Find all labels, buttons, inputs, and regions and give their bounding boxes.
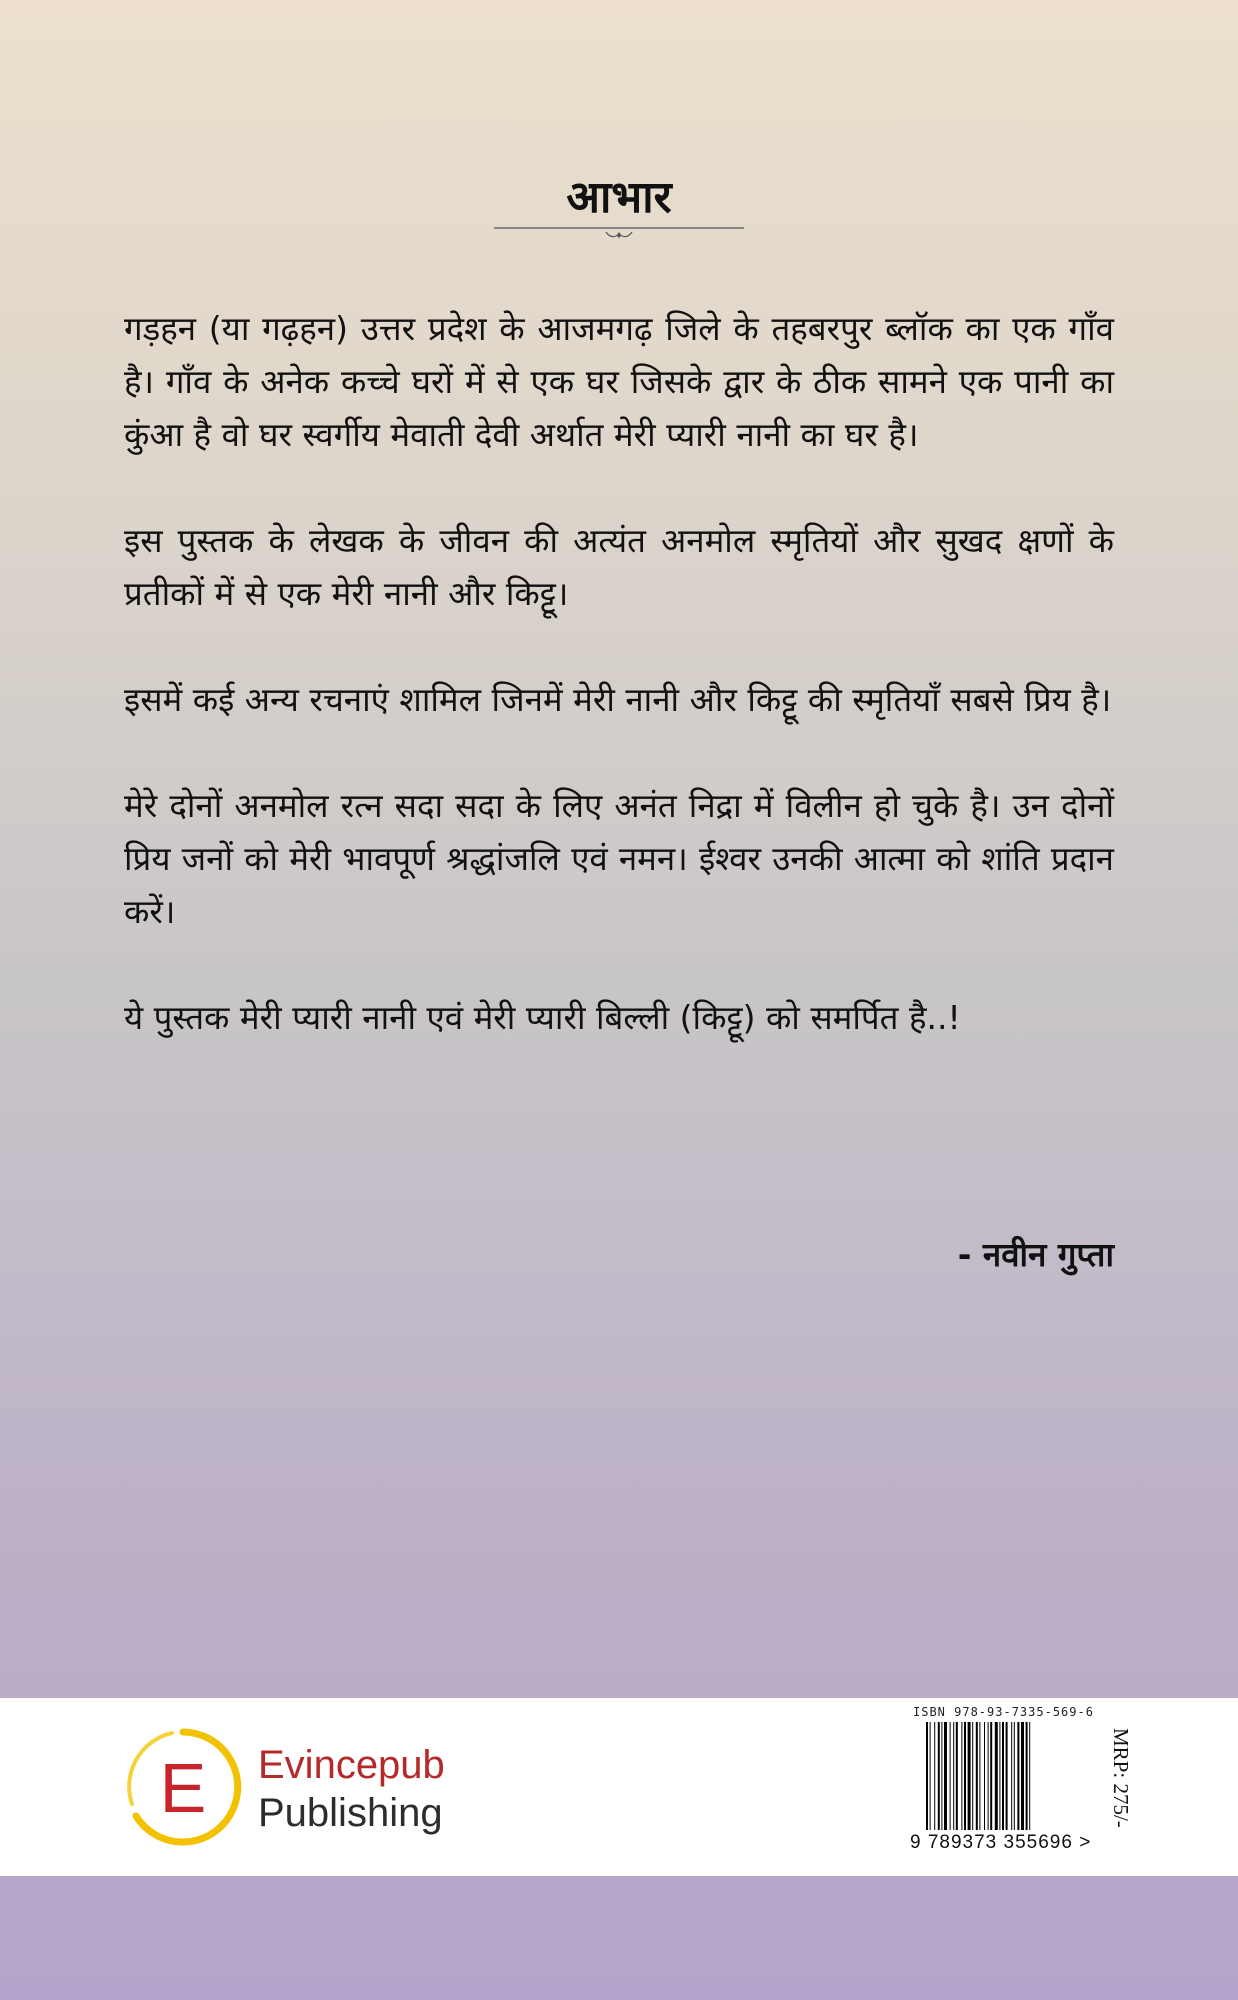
paragraph-memories: इस पुस्तक के लेखक के जीवन की अत्यंत अनमोल स्मृतियों और सुखद क्षणों के प्रतीकों में से एक मेरी नानी और किट्टू।: [124, 521, 1114, 613]
acknowledgement-text: [124, 302, 1114, 1097]
isbn-label: ISBN 978-93-7335-569-6: [913, 1705, 1094, 1719]
footer-band: [0, 1698, 1238, 1876]
logo-letter: E: [159, 1749, 207, 1827]
paragraph-village: गड़हन (या गढ़हन) उत्तर प्रदेश के आजमगढ़ जिले के तहबरपुर ब्लॉक का एक गाँव है। गाँव के अनेक कच्चे घरों में से एक घर जिसके द्वार के ठीक सामने एक पानी का कुंआ है वो घर स्वर्गीय मेवाती देवी अर्थात मेरी प्यारी नानी का घर है।: [124, 309, 1114, 454]
barcode: [926, 1722, 1096, 1830]
paragraph-compositions: इसमें कई अन्य रचनाएं शामिल जिनमें मेरी नानी और किट्टू की स्मृतियाँ सबसे प्रिय है।: [124, 680, 1112, 719]
author-signature: - नवीन गुप्ता: [957, 1235, 1114, 1274]
publisher-name-line2: Publishing: [258, 1791, 443, 1835]
title-ornament: [494, 222, 744, 242]
publisher-logo: [122, 1726, 244, 1848]
page-title: आभार: [566, 172, 672, 223]
paragraph-dedication: ये पुस्तक मेरी प्यारी नानी एवं मेरी प्यारी बिल्ली (किट्टू) को समर्पित है..!: [124, 998, 961, 1037]
publisher-name-line1: Evincepub: [258, 1743, 445, 1787]
mrp-label: MRP: 275/-: [1109, 1728, 1133, 1828]
paragraph-tribute: मेरे दोनों अनमोल रत्न सदा सदा के लिए अनंत निद्रा में विलीन हो चुके है। उन दोनों प्रिय जनों को मेरी भावपूर्ण श्रद्धांजलि एवं नमन। ईश्वर उनकी आत्मा को शांति प्रदान करें।: [124, 786, 1114, 931]
barcode-number: 9 789373 355696 >: [910, 1832, 1092, 1853]
